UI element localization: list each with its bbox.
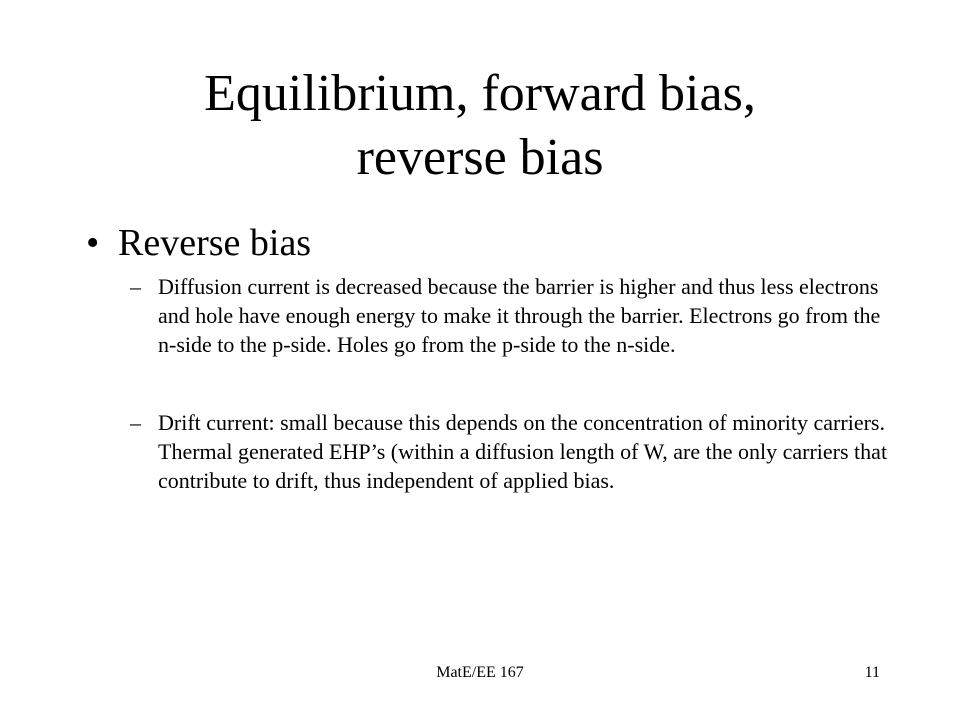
sub-bullet-marker: – — [130, 274, 141, 299]
bullet-text: Reverse bias — [118, 222, 312, 264]
slide-title — [80, 62, 880, 190]
slide-title-line-1: Equilibrium, forward bias, — [204, 65, 756, 122]
footer-page-number: 11 — [864, 664, 880, 681]
slide-title-line-2: reverse bias — [356, 129, 604, 186]
sub-bullet-marker: – — [130, 410, 141, 435]
sub-bullet-drift — [130, 408, 890, 495]
sub-bullet-diffusion — [130, 272, 890, 359]
sub-bullet-text: Diffusion current is decreased because the barrier is higher and thus less electrons and hole have enough energy to make it through the barrier. Electrons go from the n-side to the p-side. Holes go from the p-side to the n-side. — [158, 274, 881, 357]
sub-bullet-text: Drift current: small because this depends on the concentration of minority carriers. Thermal generated EHP’s (within a diffusion length of W, are the only carriers that contribute to drift, thus independent of applied bias. — [158, 410, 888, 493]
bullet-marker: • — [86, 222, 100, 264]
footer-course: MatE/EE 167 — [436, 664, 524, 681]
